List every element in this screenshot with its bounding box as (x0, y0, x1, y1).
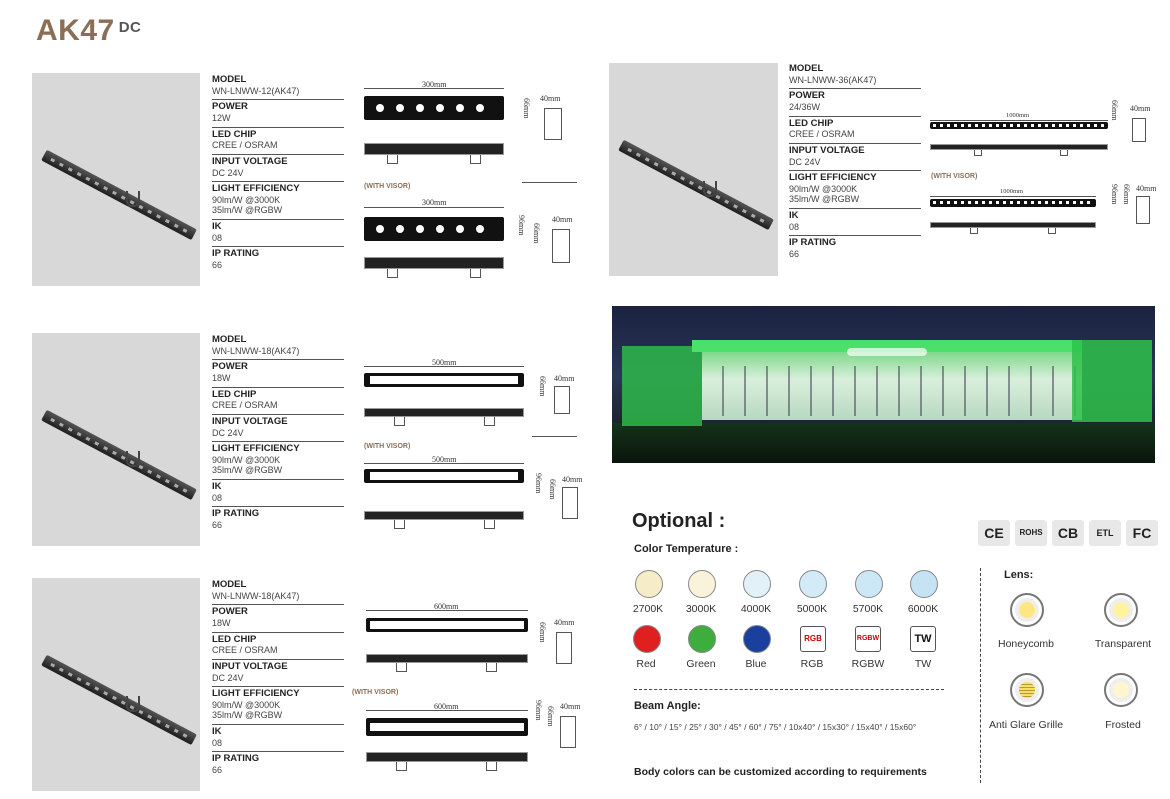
dimension-height: 66mm (1122, 184, 1131, 205)
title-text: AK47 (36, 14, 115, 47)
swatch-label: 5700K (852, 603, 884, 615)
spec-label: LIGHT EFFICIENCY (212, 443, 300, 455)
swatch-label: RGB (800, 658, 824, 670)
body-color-note: Body colors can be customized according to requirements (634, 766, 927, 778)
spec-label: IK (212, 480, 222, 492)
title-suffix: DC (118, 19, 142, 36)
visor-label: (WITH VISOR) (352, 689, 399, 696)
dimension-height: 66mm (1110, 100, 1119, 121)
lamp-side-view (930, 144, 1108, 150)
lamp-side-view (930, 222, 1096, 228)
dimension-width: 40mm (540, 94, 561, 103)
spec-value: CREE / OSRAM (789, 129, 855, 140)
spec-value: 12W (212, 113, 231, 124)
lamp-front-view (366, 718, 528, 736)
application-photo (612, 306, 1155, 463)
dimension-length: 500mm (432, 455, 457, 464)
spec-label: MODEL (789, 63, 824, 74)
spec-value: WN-LNWW-12(AK47) (212, 85, 300, 96)
spec-label: POWER (212, 606, 248, 618)
swatch-5000k (799, 570, 827, 598)
visor-label: (WITH VISOR) (364, 183, 411, 190)
dimension-length: 600mm (434, 602, 459, 611)
spec-value: CREE / OSRAM (212, 140, 278, 151)
tech-drawing-3-visor (362, 702, 582, 792)
ce-icon: CE (978, 520, 1010, 546)
rgbw-icon: RGBW (855, 626, 881, 652)
spec-value: 90lm/W @3000K (212, 194, 281, 205)
visor-label: (WITH VISOR) (364, 443, 411, 450)
spec-label: IK (212, 725, 222, 737)
spec-label: IP RATING (789, 236, 837, 248)
spec-label: POWER (212, 361, 248, 373)
product-photo-2 (32, 333, 200, 546)
spec-value: 66 (212, 259, 223, 270)
transparent-lens-icon (1104, 593, 1138, 627)
lamp-profile (1136, 196, 1150, 224)
beam-angle-title: Beam Angle: (634, 700, 701, 712)
anti-glare-grille-lens-icon (1010, 673, 1044, 707)
product-photo-3 (32, 578, 200, 791)
lens-label: Frosted (1105, 719, 1141, 731)
tech-drawing-1-visor (362, 195, 577, 290)
lamp-side-view (364, 143, 504, 155)
spec-value: DC 24V (212, 672, 244, 683)
mount-bracket (703, 181, 717, 197)
dimension-height: 96mm (534, 473, 543, 494)
tech-drawing-4 (930, 100, 1160, 170)
swatch-2700k (635, 570, 663, 598)
cb-icon: CB (1052, 520, 1084, 546)
spec-label: LIGHT EFFICIENCY (212, 183, 300, 195)
spec-value: CREE / OSRAM (212, 645, 278, 656)
dimension-width: 40mm (552, 215, 573, 224)
spec-label: INPUT VOLTAGE (212, 155, 288, 167)
spec-label: IK (789, 209, 799, 221)
lamp-side-view (364, 257, 504, 269)
spec-label: MODEL (212, 579, 247, 590)
spec-label: LED CHIP (212, 633, 257, 645)
dimension-height: 96mm (534, 700, 543, 721)
dimension-width: 40mm (554, 374, 575, 383)
dimension-width: 40mm (562, 475, 583, 484)
swatch-blue (743, 625, 771, 653)
spec-value: 35lm/W @RGBW (212, 465, 283, 476)
swatch-label: 3000K (685, 603, 717, 615)
spec-label: LED CHIP (212, 388, 257, 400)
tech-drawing-2 (362, 358, 577, 438)
luminaire-bar (41, 150, 197, 240)
spec-value: 90lm/W @3000K (212, 454, 281, 465)
spec-value: 66 (789, 248, 800, 259)
spec-value: 66 (212, 519, 223, 530)
swatch-label: RGBW (851, 658, 885, 670)
product-photo-1 (32, 73, 200, 286)
rgb-icon: RGB (800, 626, 826, 652)
optional-title: Optional : (632, 510, 726, 532)
color-temperature-title: Color Temperature : (634, 543, 739, 555)
swatch-label: Blue (745, 658, 767, 670)
dimension-height: 66mm (546, 706, 555, 727)
spec-value: 08 (212, 232, 223, 243)
spec-value: 08 (789, 221, 800, 232)
spec-value: 08 (212, 737, 223, 748)
lamp-front-view (364, 217, 504, 241)
lamp-front-view (364, 373, 524, 387)
spec-label: INPUT VOLTAGE (212, 415, 288, 427)
spec-block-4 (789, 62, 921, 262)
etl-icon: ETL (1089, 520, 1121, 546)
spec-value: 35lm/W @RGBW (212, 205, 283, 216)
spec-value: 90lm/W @3000K (212, 699, 281, 710)
spec-block-2 (212, 333, 344, 533)
beam-angle-values: 6° / 10° / 15° / 25° / 30° / 45° / 60° / 75° / 10x40° / 15x30° / 15x40° / 15x60° (634, 722, 917, 732)
spec-label: LED CHIP (789, 117, 834, 129)
dimension-length: 1000mm (1006, 112, 1030, 119)
lamp-side-view (364, 408, 524, 417)
page-title (36, 14, 141, 48)
product-photo-4 (609, 63, 778, 276)
dimension-length: 600mm (434, 702, 459, 711)
dimension-height: 66mm (532, 223, 541, 244)
lens-label: Transparent (1094, 638, 1152, 650)
dimension-length: 300mm (422, 80, 447, 89)
tw-icon: TW (910, 626, 936, 652)
spec-label: LIGHT EFFICIENCY (212, 688, 300, 700)
spec-value: DC 24V (789, 156, 821, 167)
divider-vertical (980, 568, 981, 783)
spec-label: LED CHIP (212, 128, 257, 140)
dimension-width: 40mm (1130, 104, 1151, 113)
lamp-side-view (366, 654, 528, 663)
spec-value: WN-LNWW-18(AK47) (212, 590, 300, 601)
spec-value: 18W (212, 618, 231, 629)
spec-value: WN-LNWW-36(AK47) (789, 74, 877, 85)
lamp-profile (556, 632, 572, 664)
spec-label: IP RATING (212, 507, 260, 519)
spec-label: MODEL (212, 334, 247, 345)
lens-label: Honeycomb (997, 638, 1055, 650)
spec-value: 90lm/W @3000K (789, 183, 858, 194)
spec-value: DC 24V (212, 427, 244, 438)
swatch-4000k (743, 570, 771, 598)
lamp-profile (544, 108, 562, 140)
dimension-width: 40mm (554, 618, 575, 627)
spec-value: 66 (212, 764, 223, 775)
swatch-label: 4000K (740, 603, 772, 615)
lamp-front-view (930, 122, 1108, 129)
swatch-6000k (910, 570, 938, 598)
spec-block-1 (212, 73, 344, 273)
dimension-length: 300mm (422, 198, 447, 207)
spec-label: MODEL (212, 74, 247, 85)
swatch-5700k (855, 570, 883, 598)
fcc-icon: FC (1126, 520, 1158, 546)
dimension-height: 96mm (517, 215, 526, 236)
spec-block-3 (212, 578, 344, 778)
spec-label: IP RATING (212, 247, 260, 259)
lamp-side-view (364, 511, 524, 520)
luminaire-bar (41, 655, 197, 745)
swatch-label: TW (914, 658, 932, 670)
swatch-green (688, 625, 716, 653)
spec-value: 24/36W (789, 102, 821, 113)
lamp-profile (552, 229, 570, 263)
swatch-red (633, 625, 661, 653)
dimension-length: 500mm (432, 358, 457, 367)
spec-value: CREE / OSRAM (212, 400, 278, 411)
dimension-height: 66mm (538, 376, 547, 397)
luminaire-bar (41, 410, 197, 500)
spec-value: WN-LNWW-18(AK47) (212, 345, 300, 356)
dimension-length: 1000mm (1000, 188, 1024, 195)
honeycomb-lens-icon (1010, 593, 1044, 627)
tech-drawing-4-visor (930, 184, 1160, 244)
dimension-height: 66mm (538, 622, 547, 643)
luminaire-bar (618, 140, 774, 230)
dimension-height: 66mm (548, 479, 557, 500)
spec-label: POWER (212, 101, 248, 113)
mount-bracket (126, 451, 140, 467)
lamp-profile (560, 716, 576, 748)
swatch-label: 2700K (632, 603, 664, 615)
spec-value: 35lm/W @RGBW (789, 194, 860, 205)
tech-drawing-1 (362, 78, 577, 183)
lamp-profile (1132, 118, 1146, 142)
dimension-height: 66mm (522, 98, 531, 119)
swatch-label: 5000K (796, 603, 828, 615)
lamp-profile (562, 487, 578, 519)
frosted-lens-icon (1104, 673, 1138, 707)
lamp-side-view (366, 752, 528, 762)
dimension-width: 40mm (1136, 184, 1157, 193)
spec-label: IP RATING (212, 752, 260, 764)
dimension-height: 96mm (1110, 184, 1119, 205)
swatch-3000k (688, 570, 716, 598)
tech-drawing-2-visor (362, 455, 582, 540)
swatch-label: Green (686, 658, 716, 670)
tech-drawing-3 (362, 602, 582, 682)
spec-label: IK (212, 220, 222, 232)
lamp-front-view (930, 199, 1096, 207)
spec-value: 08 (212, 492, 223, 503)
lamp-front-view (364, 96, 504, 120)
lamp-front-view (364, 469, 524, 483)
divider (634, 689, 944, 690)
mount-bracket (126, 191, 140, 207)
spec-label: POWER (789, 90, 825, 102)
dimension-width: 40mm (560, 702, 581, 711)
spec-value: DC 24V (212, 167, 244, 178)
lamp-profile (554, 386, 570, 414)
lens-title: Lens: (1004, 569, 1034, 581)
lens-label: Anti Glare Grille (988, 719, 1064, 731)
rohs-icon: ROHS (1015, 520, 1047, 546)
mount-bracket (126, 696, 140, 712)
spec-label: LIGHT EFFICIENCY (789, 172, 877, 184)
swatch-label: Red (636, 658, 656, 670)
visor-label: (WITH VISOR) (931, 173, 978, 180)
swatch-label: 6000K (907, 603, 939, 615)
spec-value: 18W (212, 373, 231, 384)
lamp-front-view (366, 618, 528, 632)
spec-label: INPUT VOLTAGE (212, 660, 288, 672)
spec-label: INPUT VOLTAGE (789, 144, 865, 156)
spec-value: 35lm/W @RGBW (212, 710, 283, 721)
